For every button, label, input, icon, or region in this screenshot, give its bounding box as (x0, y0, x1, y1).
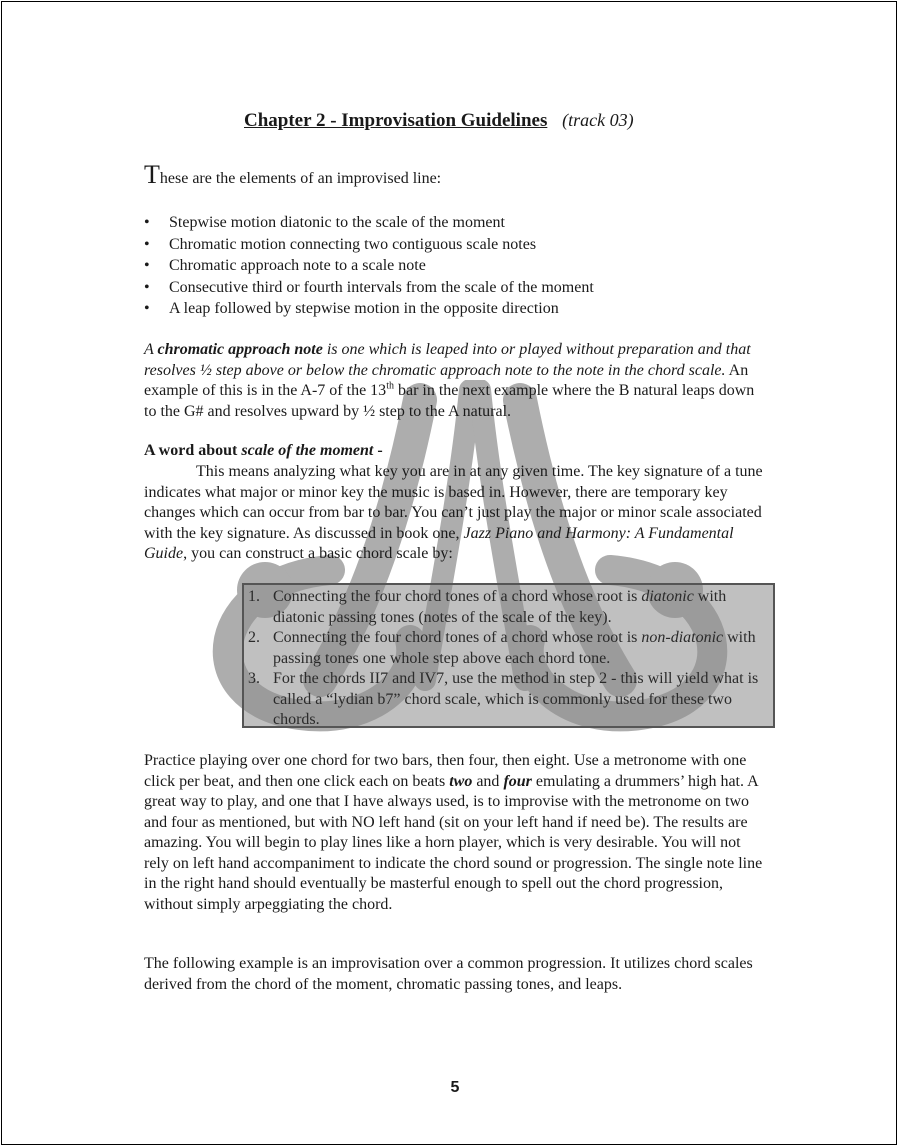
following-paragraph: The following example is an improvisation over a common progression. It utilizes chord scales derived from the chord of the moment, chromatic passing tones, and leaps. (144, 955, 753, 993)
chapter-title-main: Chapter 2 - Improvisation Guidelines (244, 110, 548, 131)
scale-heading-bold: A word about (144, 442, 242, 459)
step-text: For the chords II7 and IV7, use the method in step 2 - this will yield what is called a “lydian b7” chord scale, which is commonly used for these two chords. (273, 670, 759, 728)
practice-paragraph (144, 751, 769, 915)
practice-p2: emulating a drummers’ high hat. A great way to play, and one that I have always used, is to improvise with the metronome on two and four as mentioned, but with NO left hand (sit on your left hand if need be). The results are amazing. You will begin to play lines like a horn player, which is very desirable. You will not rely on left hand accompaniment to indicate the chord sound or progression. The single note line in the right hand should eventually be masterful enough to spell out the chord progression, without simply arpeggiating the chord. (144, 772, 763, 913)
chord-scale-steps (246, 587, 771, 731)
scale-of-moment-paragraph (144, 462, 769, 565)
step-number: 2. (248, 629, 260, 646)
list-item (246, 587, 771, 628)
intro-first-letter: T (144, 160, 160, 189)
list-item (246, 669, 771, 731)
step-text: with diatonic passing tones (notes of the scale of the key). (273, 588, 727, 626)
approach-term: chromatic approach note (157, 341, 323, 358)
step-text: with passing tones one whole step above each chord tone. (273, 629, 756, 667)
scale-heading (144, 441, 769, 462)
approach-p2: is one which is leaped into or played without preparation and that resolves ½ step above or below the chromatic approach note to the note in the chord scale. (144, 341, 751, 379)
list-item: • Chromatic approach note to a scale note (144, 255, 594, 277)
list-item (246, 628, 771, 669)
approach-p3: An example of this is in the A-7 of the 13 (144, 361, 749, 399)
elements-list (144, 212, 594, 320)
approach-p4: bar in the next example where the B natural leaps down to the G# and resolves upward by ½ step to the A natural. (144, 382, 755, 420)
approach-sup: th (386, 380, 394, 392)
scale-heading-dash: - (373, 442, 383, 459)
list-item: • A leap followed by stepwise motion in the opposite direction (144, 298, 594, 320)
scale-heading-italic: scale of the moment (241, 442, 374, 459)
page-number: 5 (450, 1079, 460, 1096)
beat-four: four (503, 772, 532, 790)
chapter-title (244, 110, 634, 132)
list-item: • Stepwise motion diatonic to the scale of the moment (144, 212, 594, 234)
book-title: Jazz Piano and Harmony: A Fundamental Guide (144, 524, 734, 562)
moment-p2: , you can construct a basic chord scale by: (183, 545, 453, 562)
step-number: 3. (248, 670, 260, 687)
track-reference: (track 03) (562, 110, 634, 130)
step-text: Connecting the four chord tones of a chord whose root is (273, 588, 642, 605)
approach-note-paragraph (144, 340, 769, 422)
moment-p1: This means analyzing what key you are in at any given time. The key signature of a tune indicates what major or minor key the music is based in. However, there are temporary key changes which can occur from bar to bar. You can’t just play the major or minor scale associated with the key signature. As discussed in book one, (144, 463, 763, 542)
step-emphasis: diatonic (641, 588, 694, 605)
intro-text: hese are the elements of an improvised line: (159, 170, 442, 187)
step-number: 1. (248, 588, 260, 605)
step-text: Connecting the four chord tones of a chord whose root is (273, 629, 642, 646)
practice-p1: Practice playing over one chord for two bars, then four, then eight. Use a metronome with one click per beat, and then one click each on beats (144, 752, 747, 790)
list-item: • Consecutive third or fourth intervals from the scale of the moment (144, 277, 594, 299)
beat-two: two (449, 772, 473, 790)
approach-p1: A (144, 341, 158, 358)
step-emphasis: non-diatonic (641, 629, 724, 646)
practice-and: and (472, 772, 504, 790)
list-item: • Chromatic motion connecting two contiguous scale notes (144, 234, 594, 256)
intro-line (144, 160, 441, 190)
